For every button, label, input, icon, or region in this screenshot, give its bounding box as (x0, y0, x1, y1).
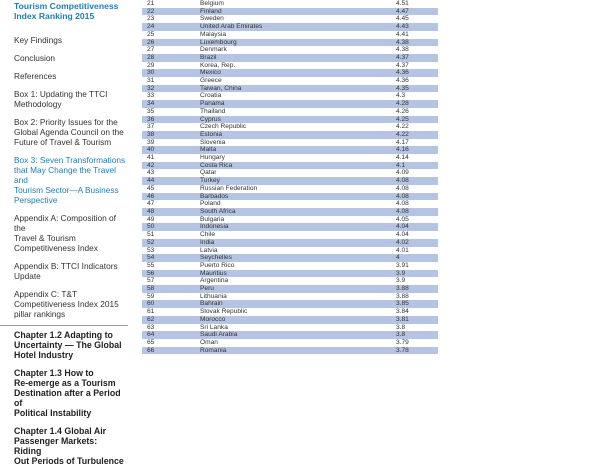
table-row (142, 85, 438, 93)
score-cell: 4.36 (396, 77, 438, 85)
rank-cell: 61 (142, 308, 200, 316)
text-line: Box 3: Seven Transformations (14, 155, 126, 165)
rank-cell: 41 (142, 154, 200, 162)
country-cell: Taiwan, China (200, 85, 396, 93)
table-row (142, 0, 438, 8)
score-cell: 4.51 (396, 0, 438, 8)
text-line: References (14, 71, 57, 81)
country-cell: Romania (200, 347, 396, 355)
rank-cell: 25 (142, 31, 200, 39)
country-cell: Estonia (200, 131, 396, 139)
score-cell: 4.14 (396, 154, 438, 162)
rank-cell: 47 (142, 200, 200, 208)
rank-cell: 49 (142, 216, 200, 224)
country-cell: Croatia (200, 92, 396, 100)
country-cell: Slovak Republic (200, 308, 396, 316)
text-line: Tourism Sector—A Business (14, 185, 119, 195)
table-row (142, 239, 438, 247)
country-cell: Latvia (200, 247, 396, 255)
ranking-table-container (142, 0, 438, 417)
country-cell: South Africa (200, 208, 396, 216)
text-line: Travel & Tourism (14, 233, 76, 243)
sidebar-link-list (0, 35, 128, 319)
rank-cell: 45 (142, 185, 200, 193)
table-row (142, 262, 438, 270)
text-line: pillar rankings (14, 309, 66, 319)
country-cell: Turkey (200, 177, 396, 185)
text-line: Passenger Markets: Riding (14, 436, 98, 456)
score-cell: 4.28 (396, 100, 438, 108)
rank-cell: 37 (142, 123, 200, 131)
rank-cell: 58 (142, 285, 200, 293)
sidebar-link[interactable] (0, 117, 128, 147)
text-line: Update (14, 271, 41, 281)
country-cell: India (200, 239, 396, 247)
table-row (142, 62, 438, 70)
score-cell: 4.38 (396, 46, 438, 54)
text-line: Box 2: Priority Issues for the (14, 117, 118, 127)
country-cell: Saudi Arabia (200, 331, 396, 339)
rank-cell: 34 (142, 100, 200, 108)
score-cell: 4.08 (396, 185, 438, 193)
sidebar-nav (0, 0, 128, 466)
score-cell: 4.01 (396, 247, 438, 255)
rank-cell: 59 (142, 293, 200, 301)
rank-cell: 66 (142, 347, 200, 355)
country-cell: Costa Rica (200, 162, 396, 170)
rank-cell: 52 (142, 239, 200, 247)
text-line: that May Change the Travel and (14, 165, 116, 185)
table-row (142, 100, 438, 108)
table-row (142, 162, 438, 170)
rank-cell: 24 (142, 23, 200, 31)
rank-cell: 22 (142, 8, 200, 16)
table-row (142, 39, 438, 47)
text-line: Key Findings (14, 35, 62, 45)
table-row (142, 200, 438, 208)
text-line: Destination after a Period of (14, 388, 121, 408)
country-cell: Luxembourg (200, 39, 396, 47)
rank-cell: 54 (142, 254, 200, 262)
rank-cell: 38 (142, 131, 200, 139)
score-cell: 4.3 (396, 92, 438, 100)
sidebar-link[interactable] (0, 35, 128, 45)
text-line: Competitiveness Index (14, 243, 98, 253)
score-cell: 4.41 (396, 31, 438, 39)
rank-cell: 40 (142, 146, 200, 154)
text-line: Hotel Industry (14, 350, 74, 360)
table-row (142, 270, 438, 278)
rank-cell: 36 (142, 116, 200, 124)
table-row (142, 308, 438, 316)
score-cell: 4.09 (396, 169, 438, 177)
table-row (142, 46, 438, 54)
rank-cell: 23 (142, 15, 200, 23)
score-cell: 4.36 (396, 69, 438, 77)
score-cell: 3.8 (396, 331, 438, 339)
text-line: Appendix A: Composition of the (14, 213, 116, 233)
sidebar-link[interactable] (0, 71, 128, 81)
table-row (142, 231, 438, 239)
rank-cell: 31 (142, 77, 200, 85)
rank-cell: 21 (142, 0, 200, 8)
text-line: Conclusion (14, 53, 56, 63)
country-cell: Seychelles (200, 254, 396, 262)
rank-cell: 51 (142, 231, 200, 239)
text-line: Appendix C: T&T (14, 289, 78, 299)
country-cell: Greece (200, 77, 396, 85)
score-cell: 3.9 (396, 270, 438, 278)
country-cell: Lithuania (200, 293, 396, 301)
score-cell: 4.04 (396, 223, 438, 231)
table-row (142, 31, 438, 39)
text-line: Appendix B: TTCI Indicators (14, 261, 118, 271)
text-line: Chapter 1.2 Adapting to (14, 330, 113, 340)
text-line: Future of Travel & Tourism (14, 137, 112, 147)
rank-cell: 60 (142, 300, 200, 308)
rank-cell: 63 (142, 324, 200, 332)
rank-cell: 26 (142, 39, 200, 47)
text-line: Political Instability (14, 408, 92, 418)
country-cell: Denmark (200, 46, 396, 54)
text-line: Chapter 1.3 How to (14, 368, 94, 378)
score-cell: 4.08 (396, 200, 438, 208)
table-row (142, 154, 438, 162)
country-cell: Sweden (200, 15, 396, 23)
score-cell: 4.37 (396, 62, 438, 70)
table-row (142, 108, 438, 116)
table-row (142, 8, 438, 16)
table-row (142, 92, 438, 100)
country-cell: Thailand (200, 108, 396, 116)
country-cell: Belgium (200, 0, 396, 8)
country-cell: United Arab Emirates (200, 23, 396, 31)
sidebar-link[interactable] (0, 261, 128, 281)
table-row (142, 116, 438, 124)
country-cell: Korea, Rep. (200, 62, 396, 70)
country-cell: Russian Federation (200, 185, 396, 193)
rank-cell: 44 (142, 177, 200, 185)
score-cell: 3.79 (396, 339, 438, 347)
text-line: Index Ranking 2015 (14, 11, 95, 21)
text-line: Global Agenda Council on the (14, 127, 124, 137)
table-row (142, 169, 438, 177)
rank-cell: 43 (142, 169, 200, 177)
rank-cell: 30 (142, 69, 200, 77)
table-row (142, 193, 438, 201)
text-line: Re-emerge as a Tourism (14, 378, 116, 388)
country-cell: Chile (200, 231, 396, 239)
country-cell: Hungary (200, 154, 396, 162)
table-row (142, 331, 438, 339)
table-row (142, 300, 438, 308)
score-cell: 4.08 (396, 177, 438, 185)
rank-cell: 57 (142, 277, 200, 285)
score-cell: 4.25 (396, 116, 438, 124)
score-cell: 4 (396, 254, 438, 262)
text-line: Out Periods of Turbulence (14, 456, 124, 466)
rank-cell: 35 (142, 108, 200, 116)
country-cell: Indonesia (200, 223, 396, 231)
country-cell: Bulgaria (200, 216, 396, 224)
score-cell: 3.9 (396, 277, 438, 285)
rank-cell: 64 (142, 331, 200, 339)
score-cell: 3.88 (396, 285, 438, 293)
score-cell: 4.16 (396, 146, 438, 154)
country-cell: Malaysia (200, 31, 396, 39)
country-cell: Brazil (200, 54, 396, 62)
score-cell: 4.05 (396, 216, 438, 224)
table-row (142, 177, 438, 185)
sidebar-divider (0, 325, 128, 326)
country-cell: Qatar (200, 169, 396, 177)
table-row (142, 185, 438, 193)
country-cell: Poland (200, 200, 396, 208)
score-cell: 4.26 (396, 108, 438, 116)
report-title-link[interactable] (0, 1, 128, 21)
rank-cell: 29 (142, 62, 200, 70)
country-cell: Barbados (200, 193, 396, 201)
score-cell: 3.8 (396, 324, 438, 332)
score-cell: 4.38 (396, 39, 438, 47)
score-cell: 4.02 (396, 239, 438, 247)
score-cell: 4.17 (396, 139, 438, 147)
table-row (142, 247, 438, 255)
sidebar-link[interactable] (0, 53, 128, 63)
score-cell: 4.35 (396, 85, 438, 93)
ranking-table (142, 0, 438, 354)
rank-cell: 42 (142, 162, 200, 170)
score-cell: 3.91 (396, 262, 438, 270)
country-cell: Argentina (200, 277, 396, 285)
table-row (142, 77, 438, 85)
score-cell: 4.43 (396, 23, 438, 31)
country-cell: Finland (200, 8, 396, 16)
rank-cell: 28 (142, 54, 200, 62)
table-row (142, 285, 438, 293)
table-row (142, 54, 438, 62)
rank-cell: 55 (142, 262, 200, 270)
rank-cell: 27 (142, 46, 200, 54)
table-row (142, 69, 438, 77)
rank-cell: 62 (142, 316, 200, 324)
score-cell: 3.88 (396, 293, 438, 301)
country-cell: Cyprus (200, 116, 396, 124)
score-cell: 4.22 (396, 123, 438, 131)
text-line: Tourism Competitiveness (14, 1, 119, 11)
rank-cell: 56 (142, 270, 200, 278)
country-cell: Panama (200, 100, 396, 108)
score-cell: 3.81 (396, 316, 438, 324)
country-cell: Oman (200, 339, 396, 347)
text-line: Box 1: Updating the TTCI (14, 89, 108, 99)
rank-cell: 46 (142, 193, 200, 201)
score-cell: 4.08 (396, 193, 438, 201)
table-row (142, 339, 438, 347)
rank-cell: 65 (142, 339, 200, 347)
rank-cell: 32 (142, 85, 200, 93)
table-row (142, 216, 438, 224)
score-cell: 4.08 (396, 208, 438, 216)
country-cell: Slovenia (200, 139, 396, 147)
table-row (142, 208, 438, 216)
sidebar-link[interactable] (0, 213, 128, 253)
text-line: Uncertainty — The Global (14, 340, 122, 350)
rank-cell: 33 (142, 92, 200, 100)
rank-cell: 39 (142, 139, 200, 147)
country-cell: Peru (200, 285, 396, 293)
score-cell: 3.85 (396, 300, 438, 308)
country-cell: Morocco (200, 316, 396, 324)
rank-cell: 50 (142, 223, 200, 231)
chapter-link[interactable] (0, 426, 128, 466)
sidebar-link[interactable] (0, 155, 128, 205)
country-cell: Czech Republic (200, 123, 396, 131)
score-cell: 4.47 (396, 8, 438, 16)
score-cell: 3.84 (396, 308, 438, 316)
score-cell: 4.04 (396, 231, 438, 239)
table-row (142, 277, 438, 285)
text-line: Competitiveness Index 2015 (14, 299, 119, 309)
score-cell: 4.45 (396, 15, 438, 23)
table-row (142, 316, 438, 324)
table-row (142, 123, 438, 131)
table-row (142, 324, 438, 332)
country-cell: Mexico (200, 69, 396, 77)
table-row (142, 293, 438, 301)
score-cell: 4.1 (396, 162, 438, 170)
country-cell: Bahrain (200, 300, 396, 308)
rank-cell: 53 (142, 247, 200, 255)
table-row (142, 254, 438, 262)
sidebar-link[interactable] (0, 289, 128, 319)
text-line: Methodology (14, 99, 62, 109)
table-row (142, 131, 438, 139)
table-row (142, 23, 438, 31)
sidebar-link[interactable] (0, 89, 128, 109)
text-line: Perspective (14, 195, 58, 205)
chapter-list (0, 330, 128, 466)
chapter-link[interactable] (0, 330, 128, 360)
chapter-link[interactable] (0, 368, 128, 418)
country-cell: Mauritius (200, 270, 396, 278)
country-cell: Puerto Rico (200, 262, 396, 270)
score-cell: 4.37 (396, 54, 438, 62)
score-cell: 4.22 (396, 131, 438, 139)
score-cell: 3.78 (396, 347, 438, 355)
rank-cell: 48 (142, 208, 200, 216)
table-row (142, 146, 438, 154)
table-row (142, 347, 438, 355)
table-row (142, 223, 438, 231)
text-line: Chapter 1.4 Global Air (14, 426, 107, 436)
table-row (142, 139, 438, 147)
country-cell: Malta (200, 146, 396, 154)
country-cell: Sri Lanka (200, 324, 396, 332)
table-row (142, 15, 438, 23)
